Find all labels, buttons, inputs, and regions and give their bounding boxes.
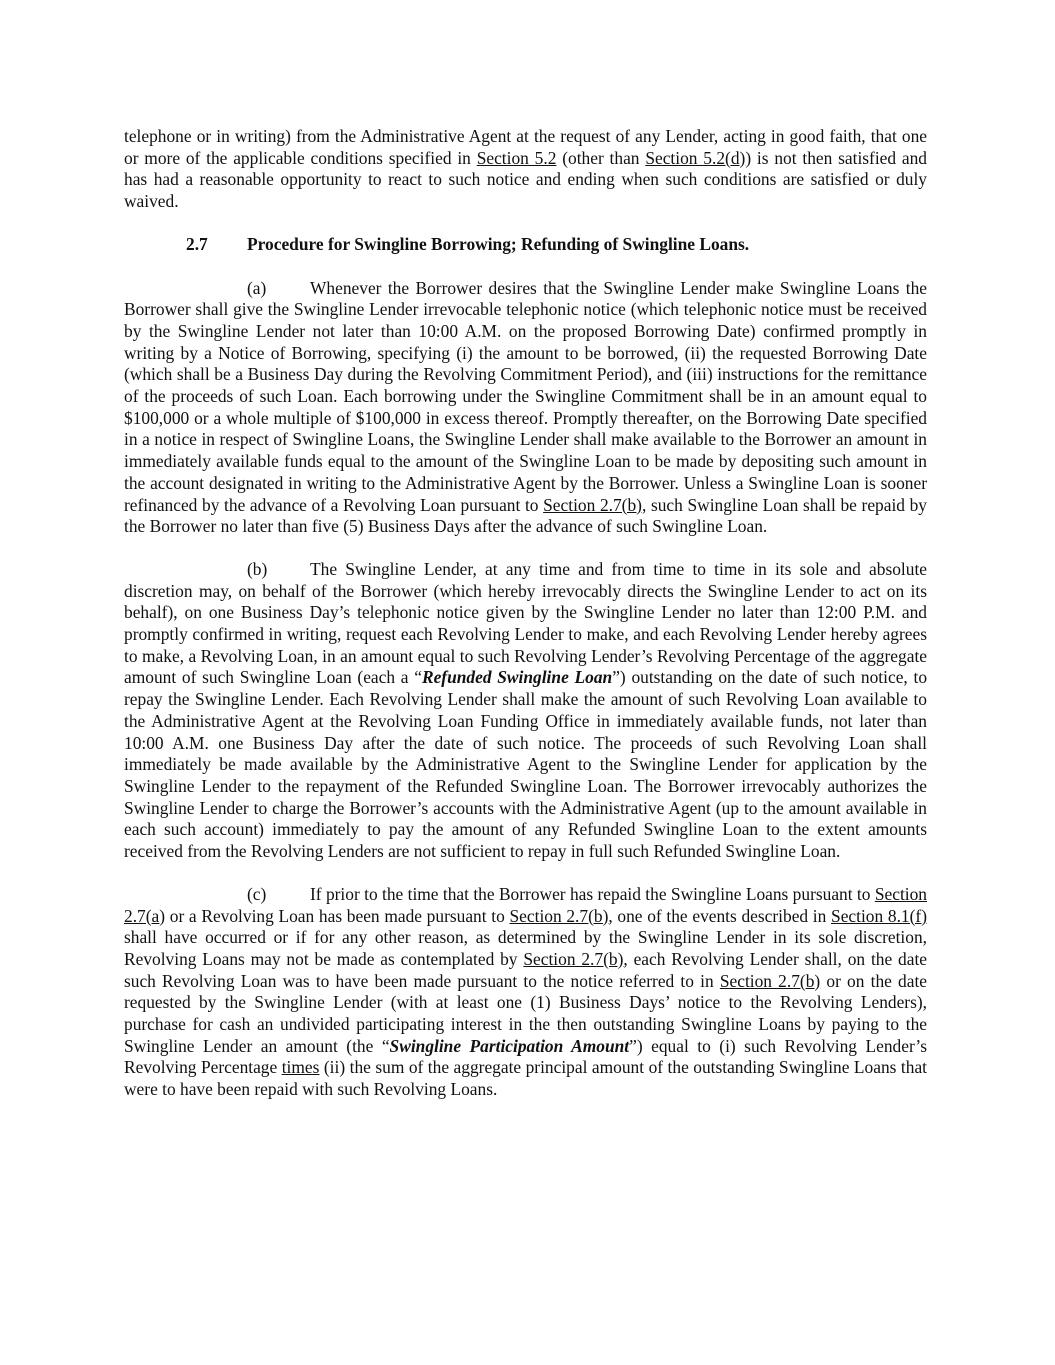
- paragraph-a: [124, 278, 927, 538]
- paragraph-b-label: (b): [247, 558, 268, 579]
- paragraph-c-text-3: , one of the events described in: [608, 905, 832, 926]
- section-2-7-b-reference: Section 2.7(b): [509, 905, 609, 926]
- paragraph-c: [124, 884, 927, 1101]
- paragraph-c-text-8: (ii) the sum of the aggregate principal amount of the outstanding Swingline Loans that were to have been repaid with such Revolving Loans.: [124, 1057, 927, 1100]
- paragraph-a-text-1: Whenever the Borrower desires that the Swingline Lender make Swingline Loans the Borrower shall give the Swingline Lender irrevocable telephonic notice (which telephonic notice must be received by the Swingline Lender not later than 10:00 A.M. on the proposed Borrowing Date) confirmed promptly in writing by a Notice of Borrowing, specifying (i) the amount to be borrowed, (ii) the requested Borrowing Date (which shall be a Business Day during the Revolving Commitment Period), and (iii) instructions for the remittance of the proceeds of such Loan. Each borrowing under the Swingline Commitment shall be in an amount equal to $100,000 or a whole multiple of $100,000 in excess thereof. Promptly thereafter, on the Borrowing Date specified in a notice in respect of Swingline Loans, the Swingline Lender shall make available to the Borrower an amount in immediately available funds equal to the amount of the Swingline Loan to be made by depositing such amount in the account designated in writing to the Administrative Agent by the Borrower. Unless a Swingline Loan is sooner refinanced by the advance of a Revolving Loan pursuant to: [124, 277, 927, 515]
- intro-text-1: telephone or in writing) from the Administrative Agent at the request of any Lender, acting in good faith, that one or more of the applicable conditions specified in: [124, 126, 927, 168]
- paragraph-c-text-4: shall have occurred or if for any other reason, as determined by the Swingline Lender in its sole discretion, Revolving Loans may not be made as contemplated by: [124, 927, 927, 969]
- section-5-2-reference: Section 5.2: [476, 147, 557, 168]
- paragraph-c-text-7: ”) equal to (i) such Revolving Lender’s Revolving Percentage: [124, 1035, 927, 1078]
- paragraph-b-text-1: The Swingline Lender, at any time and from time to time in its sole and absolute discretion may, on behalf of the Borrower (which hereby irrevocably directs the Swingline Lender to act on its behalf), on one Business Day’s telephonic notice given by the Swingline Lender no later than 12:00 P.M. and promptly confirmed in writing, request each Revolving Lender to make, and each Revolving Lender hereby agrees to make, a Revolving Loan, in an amount equal to such Revolving Lender’s Revolving Percentage of the aggregate amount of such Swingline Loan (each a “: [124, 558, 927, 688]
- times-word: times: [281, 1057, 320, 1078]
- paragraph-c-text-5: , each Revolving Lender shall, on the date such Revolving Loan was to have been made pursuant to the notice referred to in: [124, 948, 927, 991]
- document-page: [124, 126, 927, 1122]
- intro-text-3: ) is not then satisfied and has had a reasonable opportunity to react to such notice and ending when such conditions are satisfied or duly waived.: [124, 147, 927, 212]
- section-number: 2.7: [186, 233, 208, 254]
- paragraph-c-text-2: or a Revolving Loan has been made pursuant to: [165, 905, 510, 926]
- paragraph-a-text-2: , such Swingline Loan shall be repaid by the Borrower no later than five (5) Business Days after the advance of such Swingline Loan.: [124, 494, 928, 537]
- intro-text-2: (other than: [556, 147, 646, 168]
- section-heading: [186, 234, 927, 256]
- section-2-7-b-reference: Section 2.7(b): [523, 948, 624, 969]
- paragraph-c-text-6: or on the date requested by the Swingline Lender (with at least one (1) Business Days’ notice to the Revolving Lenders), purchase for cash an undivided participating interest in the then outstanding Swingline Loans by paying to the Swingline Lender an amount (the “: [124, 970, 927, 1056]
- paragraph-c-text-1: If prior to the time that the Borrower has repaid the Swingline Loans pursuant to: [310, 883, 875, 904]
- section-5-2-d-reference: Section 5.2(d): [645, 147, 746, 168]
- refunded-swingline-loan-term: Refunded Swingline Loan: [421, 667, 613, 688]
- paragraph-a-label: (a): [247, 277, 267, 298]
- swingline-participation-amount-term: Swingline Participation Amount: [389, 1035, 630, 1056]
- section-title: Procedure for Swingline Borrowing; Refunding of Swingline Loans.: [247, 233, 750, 254]
- section-8-1-f-reference: Section 8.1(f): [831, 905, 928, 926]
- intro-paragraph: [124, 126, 927, 213]
- paragraph-c-label: (c): [247, 883, 267, 904]
- section-2-7-a-reference: Section 2.7(a): [124, 883, 927, 926]
- section-2-7-b-reference: Section 2.7(b): [719, 970, 821, 991]
- paragraph-b-text-2: ”) outstanding on the date of such notice, to repay the Swingline Lender. Each Revolving Lender shall make the amount of such Revolving Loan available to the Administrative Agent at the Revolving Loan Funding Office in immediately available funds, not later than 10:00 A.M. one Business Day after the date of such notice. The proceeds of such Revolving Loan shall immediately be made available by the Administrative Agent to the Swingline Lender for application by the Swingline Lender to the repayment of the Refunded Swingline Loan. The Borrower irrevocably authorizes the Swingline Lender to charge the Borrower’s accounts with the Administrative Agent (up to the amount available in each such account) immediately to pay the amount of any Refunded Swingline Loan to the extent amounts received from the Revolving Lenders are not sufficient to repay in full such Refunded Swingline Loan.: [124, 667, 928, 862]
- paragraph-b: [124, 559, 927, 863]
- section-2-7-b-reference: Section 2.7(b): [543, 494, 642, 515]
